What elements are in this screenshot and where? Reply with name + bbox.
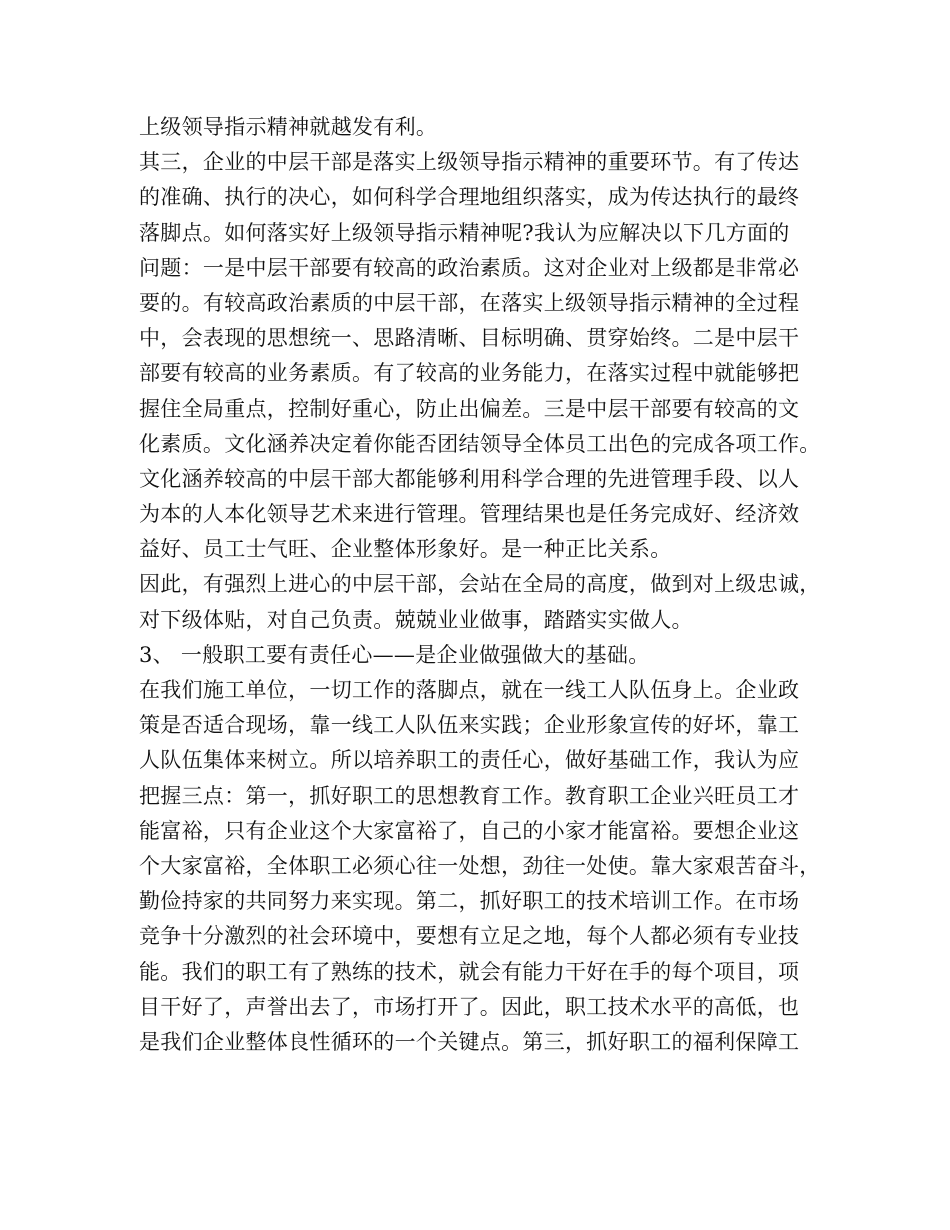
- text-line: 因此，有强烈上进心的中层干部，会站在全局的高度，做到对上级忠诚，: [139, 572, 821, 597]
- text-line: 上级领导指示精神就越发有利。: [139, 115, 438, 139]
- text-line: 部要有较高的业务素质。有了较高的业务能力，在落实过程中就能够把: [139, 361, 800, 386]
- text-line: 要的。有较高政治素质的中层干部，在落实上级领导指示精神的全过程: [139, 290, 800, 315]
- text-line: 益好、员工士气旺、企业整体形象好。是一种正比关系。: [139, 537, 672, 562]
- text-line: 其三，企业的中层干部是落实上级领导指示精神的重要环节。有了传达: [139, 150, 800, 175]
- text-line: 化素质。文化涵养决定着你能否团结领导全体员工出色的完成各项工作。: [139, 431, 821, 456]
- text-line: 人队伍集体来树立。所以培养职工的责任心，做好基础工作，我认为应: [139, 748, 800, 773]
- text-line: 中，会表现的思想统一、思路清晰、目标明确、贯穿始终。二是中层干: [139, 326, 800, 351]
- text-line: 握住全局重点，控制好重心，防止出偏差。三是中层干部要有较高的文: [139, 396, 800, 421]
- text-line: 的准确、执行的决心，如何科学合理地组织落实，成为传达执行的最终: [139, 185, 800, 210]
- text-line: 问题：一是中层干部要有较高的政治素质。这对企业对上级都是非常必: [139, 255, 800, 280]
- text-line: 为本的人本化领导艺术来进行管理。管理结果也是任务完成好、经济效: [139, 502, 800, 527]
- text-line: 把握三点：第一，抓好职工的思想教育工作。教育职工企业兴旺员工才: [139, 783, 800, 808]
- text-line: 策是否适合现场，靠一线工人队伍来实践；企业形象宣传的好坏，靠工: [139, 713, 800, 738]
- text-line: 竞争十分激烈的社会环境中，要想有立足之地，每个人都必须有专业技: [139, 924, 800, 949]
- text-line: 落脚点。如何落实好上级领导指示精神呢?我认为应解决以下几方面的: [139, 220, 790, 245]
- section-heading: 3、 一般职工要有责任心——是企业做强做大的基础。: [139, 642, 650, 667]
- text-line: 是我们企业整体良性循环的一个关键点。第三，抓好职工的福利保障工: [139, 1029, 800, 1054]
- document-body: [139, 110, 829, 1060]
- text-line: 能富裕，只有企业这个大家富裕了，自己的小家才能富裕。要想企业这: [139, 818, 800, 843]
- text-line: 个大家富裕，全体职工必须心往一处想，劲往一处使。靠大家艰苦奋斗，: [139, 853, 821, 878]
- text-line: 文化涵养较高的中层干部大都能够利用科学合理的先进管理手段、以人: [139, 466, 800, 491]
- text-line: 能。我们的职工有了熟练的技术，就会有能力干好在手的每个项目，项: [139, 959, 800, 984]
- text-line: 对下级体贴，对自己负责。兢兢业业做事，踏踏实实做人。: [139, 607, 693, 632]
- text-line: 勤俭持家的共同努力来实现。第二，抓好职工的技术培训工作。在市场: [139, 889, 800, 914]
- text-line: 目干好了，声誉出去了，市场打开了。因此，职工技术水平的高低，也: [139, 994, 800, 1019]
- text-line: 在我们施工单位，一切工作的落脚点，就在一线工人队伍身上。企业政: [139, 678, 800, 702]
